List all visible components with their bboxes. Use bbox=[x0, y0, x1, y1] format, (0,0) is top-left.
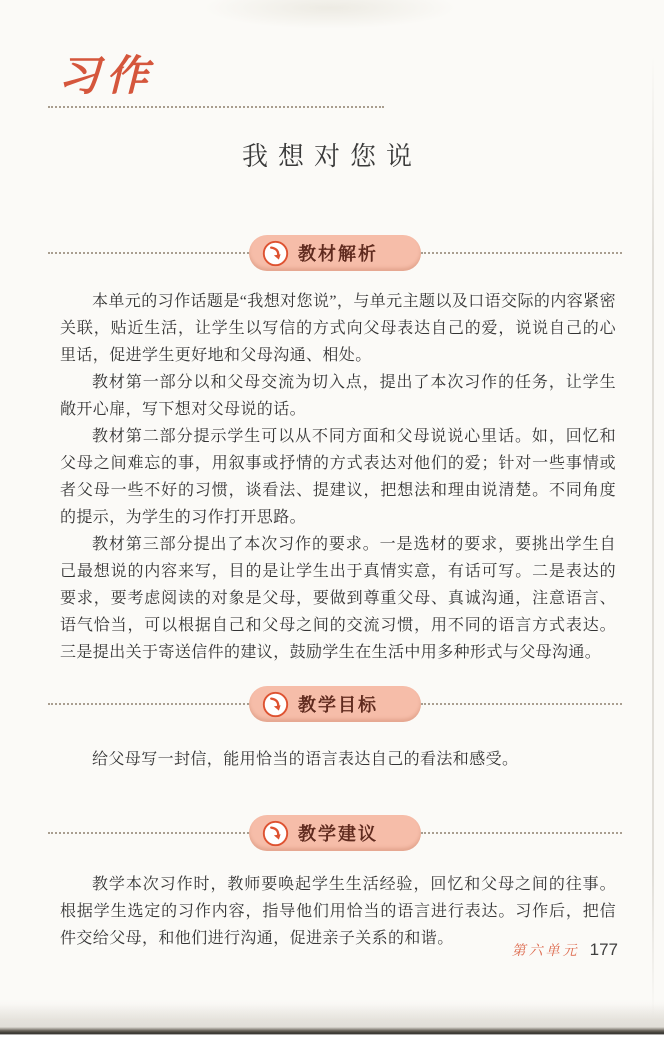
page-title: 习作 bbox=[58, 54, 155, 100]
paragraph: 本单元的习作话题是“我想对您说”，与单元主题以及口语交际的内容紧密关联，贴近生活，让学生以写信的方式向父母表达自己的爱，说说自己的心里话，促进学生更好地和父母沟通、相处。 bbox=[60, 293, 616, 364]
section-title: 教学目标 bbox=[298, 695, 378, 715]
paragraph: 教材第二部分提示学生可以从不同方面和父母说说心里话。如，回忆和父母之间难忘的事，用叙事或抒情的方式表达对他们的爱；针对一些事情或者父母一些不好的习惯，谈看法、提建议，把想法和理由说清楚。不同角度的提示，为学生的习作打开思路。 bbox=[60, 428, 616, 526]
dotted-leader-left bbox=[48, 703, 249, 705]
section-badge bbox=[249, 815, 421, 851]
dotted-leader-right bbox=[421, 703, 622, 705]
dotted-leader-right bbox=[421, 832, 622, 834]
paragraph: 教材第一部分以和父母交流为切入点，提出了本次习作的任务，让学生敞开心扉，写下想对父母说的话。 bbox=[60, 374, 616, 418]
scan-bottom-edge bbox=[0, 1004, 664, 1041]
section-header-teaching-suggestions bbox=[48, 815, 622, 851]
dotted-leader-left bbox=[48, 832, 249, 834]
footer-unit-label: 第六单元 bbox=[511, 944, 580, 959]
dotted-leader-left bbox=[48, 252, 249, 254]
section-header-textbook-analysis bbox=[48, 235, 622, 271]
section-badge bbox=[249, 686, 421, 722]
section-body-teaching-objectives bbox=[60, 746, 616, 773]
dotted-leader-right bbox=[421, 252, 622, 254]
section-body-textbook-analysis bbox=[60, 288, 616, 666]
paragraph: 教材第三部分提出了本次习作的要求。一是选材的要求，要挑出学生自己最想说的内容来写，目的是让学生出于真情实意，有话可写。二是表达的要求，要考虑阅读的对象是父母，要做到尊重父母、真诚沟通，注意语言、语气恰当，可以根据自己和父母之间的交流习惯，用不同的语言方式表达。三是提出关于寄送信件的建议，鼓励学生在生活中用多种形式与父母沟通。 bbox=[60, 536, 616, 661]
composition-title: 我想对您说 bbox=[241, 142, 422, 171]
title-underline bbox=[48, 106, 384, 108]
section-badge bbox=[249, 235, 421, 271]
circle-arrow-down-right-icon bbox=[262, 691, 289, 718]
page-right-edge-shadow bbox=[652, 56, 654, 1018]
section-header-teaching-objectives bbox=[48, 686, 622, 722]
footer-page-number: 177 bbox=[589, 940, 618, 959]
paragraph: 教学本次习作时，教师要唤起学生生活经验，回忆和父母之间的往事。根据学生选定的习作内容，指导他们用恰当的语言进行表达。习作后，把信件交给父母，和他们进行沟通，促进亲子关系的和谐。 bbox=[60, 876, 616, 947]
paragraph: 给父母写一封信，能用恰当的语言表达自己的看法和感受。 bbox=[92, 751, 519, 768]
page-footer bbox=[512, 940, 618, 960]
section-title: 教材解析 bbox=[298, 244, 378, 264]
circle-arrow-down-right-icon bbox=[262, 820, 289, 847]
section-title: 教学建议 bbox=[298, 824, 378, 844]
circle-arrow-down-right-icon bbox=[262, 240, 289, 267]
